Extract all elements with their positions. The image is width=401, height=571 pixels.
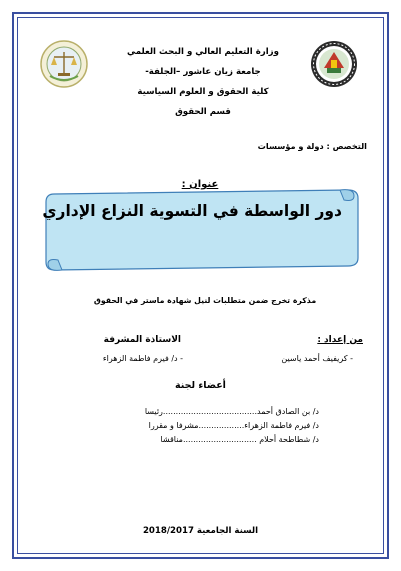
specialization: التخصص : دولة و مؤسسات [257, 141, 367, 151]
supervisor-name: - د/ فيرم فاطمة الزهراء [102, 354, 183, 363]
committee-list [145, 405, 319, 447]
title-scroll-banner [42, 186, 362, 274]
committee-member: د/ فيرم فاطمة الزهراء..................مشرفا و مقررا [148, 421, 319, 430]
faculty-emblem-icon [40, 40, 88, 88]
student-name: - كريفيف أحمد ياسين [281, 354, 353, 363]
title-label: عنوان : [181, 179, 219, 190]
thesis-title: دور الواسطة في التسوية النزاع الإداري [42, 202, 342, 220]
faculty-name: كلية الحقوق و العلوم السياسية [137, 87, 269, 97]
university-name: جامعة زيان عاشور –الجلفة- [145, 67, 261, 77]
committee-label: أعضاء لجنة [175, 380, 226, 391]
committee-member: د/ شطاطحة أحلام .............................مناقشا [160, 435, 319, 444]
institution-header [113, 42, 293, 122]
academic-year: السنة الجامعية 2018/2017 [142, 526, 259, 536]
department-name: قسم الحقوق [175, 107, 231, 117]
prepared-by-label: من إعداد : [317, 335, 363, 345]
ministry-name: وزارة التعليم العالي و البحث العلمي [127, 47, 279, 57]
university-crest-icon [310, 40, 358, 88]
memo-description: مذكرة تخرج ضمن متطلبات لنيل شهادة ماستر في الحقوق [93, 296, 317, 305]
committee-member: د/ بن الصادق أحمد.....................................رئيسا [144, 407, 319, 416]
supervisor-label: الاستاذة المشرفة [103, 335, 181, 345]
